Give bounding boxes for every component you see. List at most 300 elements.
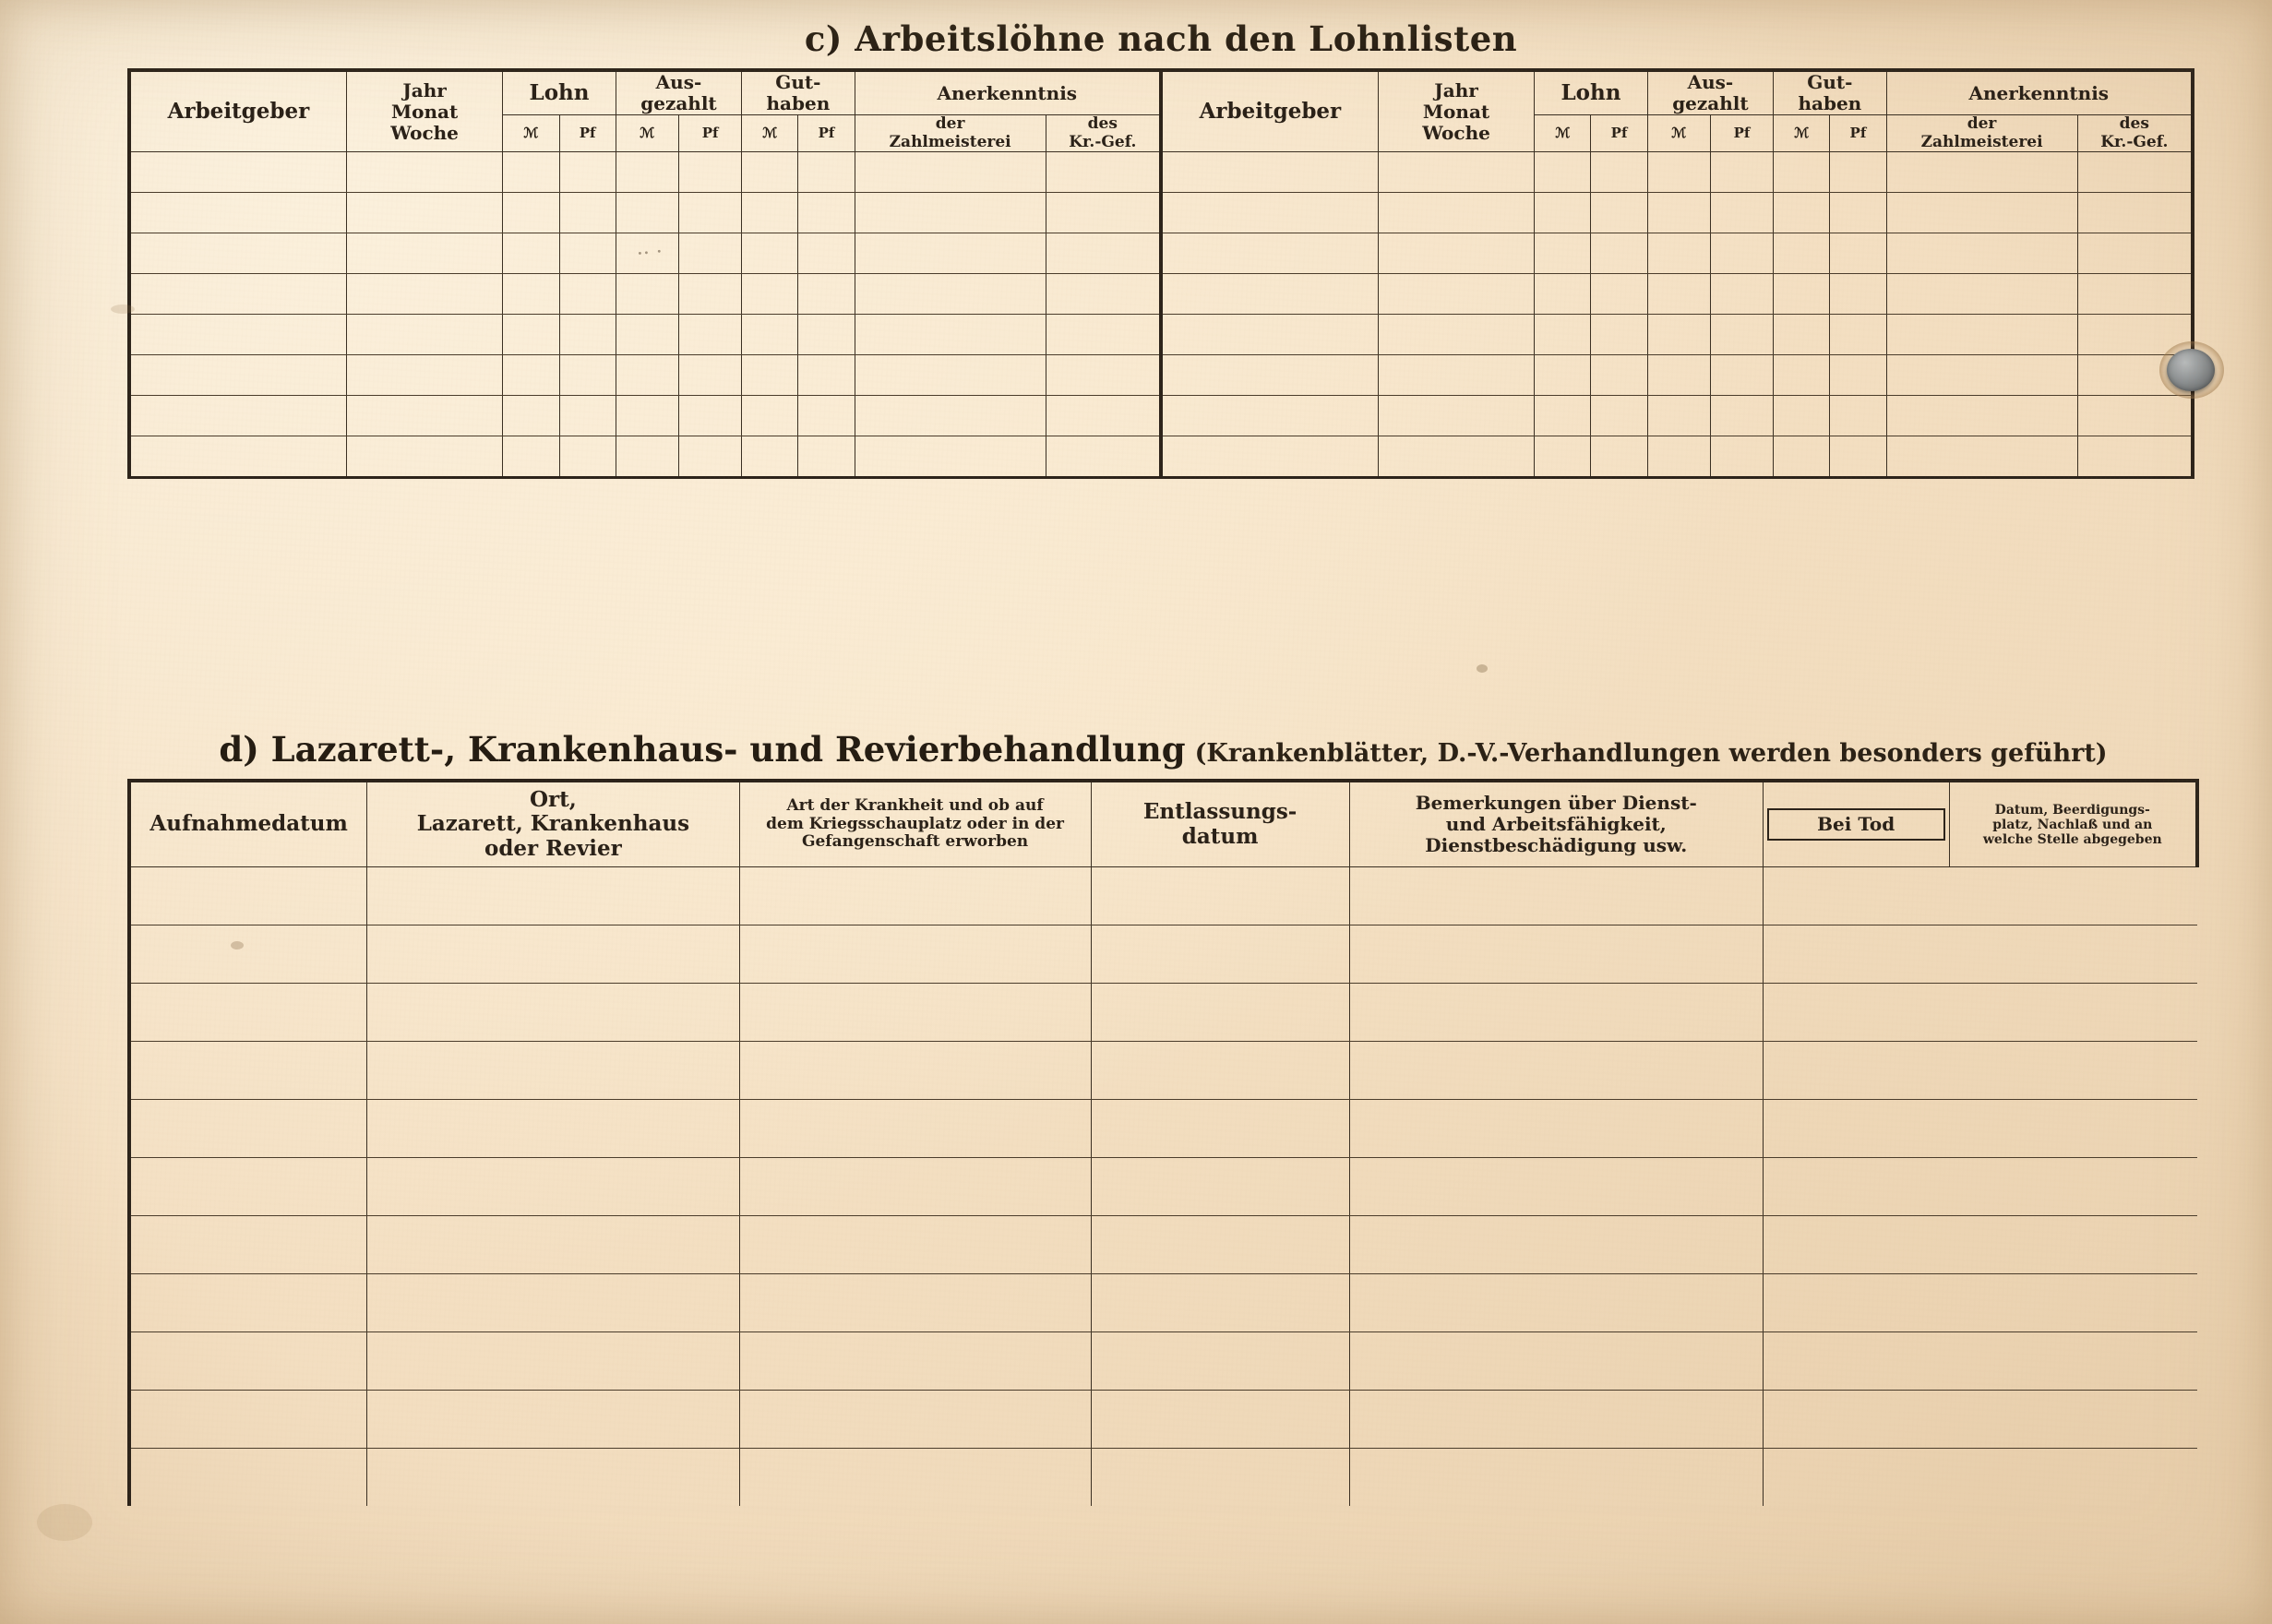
label-der: der [935,114,965,133]
table-cell[interactable] [346,193,502,233]
table-cell[interactable] [129,1391,367,1449]
table-cell[interactable] [1046,355,1161,396]
table-cell[interactable] [1591,274,1647,315]
table-cell[interactable] [1886,436,2077,478]
table-cell[interactable] [367,984,739,1042]
table-cell[interactable] [1949,984,2197,1042]
label-woche: Woche [390,121,459,144]
table-cell[interactable] [1763,1158,1949,1216]
table-cell[interactable] [1763,1332,1949,1391]
table-cell[interactable] [1091,1274,1349,1332]
label-datum-2: platz, Nachlaß und an [1992,817,2153,832]
table-cell[interactable] [346,152,502,193]
table-cell[interactable] [559,193,616,233]
table-cell[interactable] [1091,1042,1349,1100]
table-cell[interactable] [1349,1391,1763,1449]
table-cell[interactable] [1378,152,1534,193]
table-cell[interactable] [129,315,346,355]
table-cell[interactable] [367,1158,739,1216]
table-cell[interactable] [1949,925,2197,984]
table-cell[interactable] [559,396,616,436]
table-cell[interactable] [678,355,741,396]
table-cell[interactable] [1949,1158,2197,1216]
col-anerkenntnis-left: Anerkenntnis [855,70,1161,115]
table-cell[interactable] [739,1216,1091,1274]
table-cell[interactable] [739,925,1091,984]
table-row[interactable] [129,274,2193,315]
table-cell[interactable] [678,396,741,436]
table-cell[interactable] [739,1100,1091,1158]
table-cell[interactable] [1046,152,1161,193]
table-cell[interactable] [1349,1042,1763,1100]
table-cell[interactable] [1774,274,1830,315]
label-aus-1-r: Aus- [1687,71,1734,93]
table-cell[interactable] [129,1332,367,1391]
table-cell[interactable] [798,152,855,193]
table-cell[interactable] [1949,1332,2197,1391]
table-cell[interactable] [1091,1449,1349,1507]
table-cell[interactable] [559,315,616,355]
table-cell[interactable] [1591,436,1647,478]
label-zahlmeisterei-r: Zahlmeisterei [1920,132,2043,151]
table-cell[interactable] [129,867,367,925]
table-cell[interactable] [1091,1100,1349,1158]
table-cell[interactable] [1647,315,1710,355]
table-cell[interactable] [742,355,798,396]
table-cell[interactable] [742,436,798,478]
table-cell[interactable] [1886,274,2077,315]
table-row[interactable] [129,1449,2197,1507]
subcol-gut-mark-left: ℳ [742,115,798,152]
table-cell[interactable] [1830,152,1886,193]
table-cell[interactable] [616,193,678,233]
subcol-lohn-pf-right: Pf [1591,115,1647,152]
table-cell[interactable] [855,436,1046,478]
table-cell[interactable] [1591,396,1647,436]
table-cell[interactable] [1349,925,1763,984]
label-ort-3: oder Revier [484,835,622,861]
table-cell[interactable] [1710,355,1773,396]
table-cell[interactable] [367,1391,739,1449]
table-cell[interactable] [129,1100,367,1158]
table-cell[interactable] [1763,984,1949,1042]
table-cell[interactable] [1774,152,1830,193]
table-cell[interactable] [367,925,739,984]
table-cell[interactable] [129,152,346,193]
table-cell[interactable] [129,925,367,984]
table-cell[interactable] [1349,1100,1763,1158]
label-gut-2-r: haben [1798,92,1862,114]
table-row[interactable] [129,1332,2197,1391]
table-cell[interactable] [346,355,502,396]
table-row[interactable] [129,1391,2197,1449]
table-cell[interactable] [742,152,798,193]
table-cell[interactable] [1591,233,1647,274]
table-cell[interactable] [1886,355,2077,396]
table-row[interactable] [129,1216,2197,1274]
table-cell[interactable] [503,152,559,193]
table-cell[interactable] [1535,396,1591,436]
table-cell[interactable] [1647,193,1710,233]
table-cell[interactable] [1763,1216,1949,1274]
table-cell[interactable] [367,1216,739,1274]
table-cell[interactable] [346,315,502,355]
table-cell[interactable] [1830,355,1886,396]
table-cell[interactable] [1161,193,1378,233]
table-cell[interactable] [1949,1391,2197,1449]
table-cell[interactable] [1830,274,1886,315]
table-cell[interactable] [1830,233,1886,274]
table-cell[interactable] [1161,436,1378,478]
table-cell[interactable] [1949,1042,2197,1100]
table-cell[interactable] [739,984,1091,1042]
table-cell[interactable] [855,315,1046,355]
table-cell[interactable] [1949,867,2197,925]
table-cell[interactable] [855,152,1046,193]
table-cell[interactable] [1647,152,1710,193]
table-cell[interactable] [1763,1449,1949,1507]
section-c-title: c) Arbeitslöhne nach den Lohnlisten [804,18,1518,59]
table-cell[interactable] [1830,315,1886,355]
table-cell[interactable] [1886,315,2077,355]
table-cell[interactable] [1763,1274,1949,1332]
table-cell[interactable] [1349,984,1763,1042]
table-cell[interactable] [1763,925,1949,984]
table-cell[interactable] [2077,152,2193,193]
table-cell[interactable] [1161,315,1378,355]
table-cell[interactable] [1349,1274,1763,1332]
table-cell[interactable] [798,355,855,396]
table-cell[interactable] [1710,274,1773,315]
pencil-mark: ·· · [635,240,664,267]
table-cell[interactable] [559,233,616,274]
table-cell[interactable] [1886,152,2077,193]
table-cell[interactable] [742,233,798,274]
table-cell[interactable] [616,396,678,436]
table-cell[interactable] [1091,925,1349,984]
table-cell[interactable] [129,193,346,233]
label-datum-1: Datum, Beerdigungs- [1994,802,2150,818]
table-cell[interactable] [1046,274,1161,315]
subcol-zahlmeisterei-right [1886,115,2077,152]
table-row[interactable] [129,315,2193,355]
section-d-title [127,729,2199,770]
table-cell[interactable] [1647,233,1710,274]
table-cell[interactable] [742,315,798,355]
table-cell[interactable] [367,1042,739,1100]
table-row[interactable] [129,1158,2197,1216]
table-cell[interactable] [1647,274,1710,315]
table-row[interactable] [129,436,2193,478]
label-gut-2: haben [766,92,831,114]
table-cell[interactable] [1161,355,1378,396]
table-cell[interactable] [1378,193,1534,233]
col-arbeitgeber-right: Arbeitgeber [1161,70,1378,152]
table-cell[interactable] [2077,396,2193,436]
table-cell[interactable] [1378,396,1534,436]
col-bei-tod [1763,781,1949,867]
table-cell[interactable] [503,315,559,355]
table-cell[interactable] [559,274,616,315]
table-cell[interactable] [1830,193,1886,233]
label-bemerkungen-1: Bemerkungen über Dienst- [1415,792,1697,815]
col-datum-beerdigung [1949,781,2197,867]
table-row[interactable] [129,925,2197,984]
table-cell[interactable] [1161,152,1378,193]
col-arbeitgeber-left: Arbeitgeber [129,70,346,152]
table-cell[interactable] [855,274,1046,315]
label-entlassung-2: datum [1181,823,1259,849]
table-cell[interactable] [739,1158,1091,1216]
table-cell[interactable] [2077,436,2193,478]
table-cell[interactable] [1378,315,1534,355]
table-cell[interactable] [1763,1100,1949,1158]
table-cell[interactable] [129,984,367,1042]
table-cell[interactable] [798,274,855,315]
table-cell[interactable] [678,315,741,355]
table-cell[interactable] [855,233,1046,274]
table-cell[interactable] [1710,152,1773,193]
col-entlassungsdatum [1091,781,1349,867]
table-cell[interactable] [1535,355,1591,396]
table-cell[interactable] [559,436,616,478]
col-jahr-monat-woche-left [346,70,502,152]
table-row[interactable] [129,1100,2197,1158]
table-cell[interactable] [1886,233,2077,274]
label-krgef-r: Kr.-Gef. [2100,132,2169,151]
subcol-krgef-right [2077,115,2193,152]
table-cell[interactable] [129,233,346,274]
table-cell[interactable] [855,396,1046,436]
table-cell[interactable] [1774,436,1830,478]
table-cell[interactable] [503,436,559,478]
table-cell[interactable] [1091,1391,1349,1449]
table-cell[interactable] [1830,436,1886,478]
table-cell[interactable] [367,1449,739,1507]
label-datum-3: welche Stelle abgegeben [1982,831,2162,847]
col-lohn-left: Lohn [503,70,616,115]
subcol-gut-pf-right: Pf [1830,115,1886,152]
table-cell[interactable] [678,436,741,478]
table-cell[interactable] [1774,233,1830,274]
table-cell[interactable] [1647,355,1710,396]
table-cell[interactable] [798,396,855,436]
table-cell[interactable] [129,396,346,436]
table-cell[interactable] [1046,233,1161,274]
table-cell[interactable] [739,867,1091,925]
table-cell[interactable] [1091,867,1349,925]
table-cell[interactable] [1774,355,1830,396]
subcol-aus-pf-left: Pf [678,115,741,152]
table-cell[interactable] [742,274,798,315]
table-cell[interactable] [559,355,616,396]
table-cell[interactable] [1886,193,2077,233]
table-cell[interactable] [1349,1449,1763,1507]
table-cell[interactable] [129,1158,367,1216]
table-cell[interactable] [1591,193,1647,233]
table-cell[interactable] [1535,274,1591,315]
table-cell[interactable] [616,315,678,355]
table-cell[interactable] [1710,315,1773,355]
table-cell[interactable] [129,1449,367,1507]
table-cell[interactable] [1349,1158,1763,1216]
table-cell[interactable] [1161,274,1378,315]
table-cell[interactable] [367,867,739,925]
col-bemerkungen [1349,781,1763,867]
table-cell[interactable] [1647,436,1710,478]
wages-table-body [129,152,2193,478]
table-cell[interactable] [503,274,559,315]
table-cell[interactable] [1091,1332,1349,1391]
table-cell[interactable] [1763,1391,1949,1449]
table-cell[interactable] [1091,1158,1349,1216]
table-cell[interactable] [1535,233,1591,274]
table-cell[interactable] [742,396,798,436]
table-cell[interactable] [1091,1216,1349,1274]
table-cell[interactable] [1774,396,1830,436]
table-cell[interactable] [503,193,559,233]
table-row[interactable] [129,396,2193,436]
table-cell[interactable] [1161,396,1378,436]
table-cell[interactable] [559,152,616,193]
table-cell[interactable] [616,274,678,315]
table-cell[interactable] [346,436,502,478]
table-cell[interactable] [1710,436,1773,478]
table-cell[interactable] [798,193,855,233]
table-cell[interactable] [129,355,346,396]
label-zahlmeisterei: Zahlmeisterei [889,132,1011,151]
table-cell[interactable] [742,193,798,233]
table-row[interactable] [129,193,2193,233]
table-cell[interactable] [346,396,502,436]
table-cell[interactable] [1535,315,1591,355]
table-cell[interactable] [1378,355,1534,396]
table-cell[interactable] [798,233,855,274]
table-cell[interactable] [1763,1042,1949,1100]
table-cell[interactable] [1710,396,1773,436]
table-cell[interactable] [503,396,559,436]
table-cell[interactable] [739,1449,1091,1507]
table-cell[interactable] [1161,233,1378,274]
label-art-3: Gefangenschaft erworben [801,832,1029,852]
table-cell[interactable] [503,355,559,396]
table-cell[interactable] [616,152,678,193]
table-row[interactable] [129,233,2193,274]
label-gut-1: Gut- [775,71,821,93]
table-cell[interactable] [739,1391,1091,1449]
table-row[interactable] [129,355,2193,396]
table-cell[interactable] [129,274,346,315]
label-ort-1: Ort, [529,787,577,812]
table-cell[interactable] [367,1274,739,1332]
table-cell[interactable] [1949,1274,2197,1332]
table-cell[interactable] [1378,436,1534,478]
table-cell[interactable] [1535,436,1591,478]
table-cell[interactable] [1535,152,1591,193]
table-row[interactable] [129,867,2197,925]
label-des-r: des [2119,114,2149,133]
table-cell[interactable] [367,1100,739,1158]
table-cell[interactable] [739,1042,1091,1100]
table-cell[interactable] [1647,396,1710,436]
table-cell[interactable] [129,1042,367,1100]
table-cell[interactable] [1591,152,1647,193]
table-cell[interactable] [855,355,1046,396]
table-cell[interactable] [1830,396,1886,436]
table-cell[interactable] [367,1332,739,1391]
subcol-krgef-left [1046,115,1161,152]
label-entlassung-1: Entlassungs- [1142,799,1297,825]
table-cell[interactable] [1774,315,1830,355]
table-cell[interactable] [1091,984,1349,1042]
table-cell[interactable] [1349,1216,1763,1274]
subcol-zahlmeisterei-left [855,115,1046,152]
subcol-aus-pf-right: Pf [1710,115,1773,152]
table-cell[interactable] [1763,867,1949,925]
table-row[interactable] [129,1274,2197,1332]
table-cell[interactable] [1710,193,1773,233]
table-cell[interactable] [678,193,741,233]
table-cell[interactable] [1378,233,1534,274]
subcol-lohn-mark-right: ℳ [1535,115,1591,152]
table-cell[interactable] [678,233,741,274]
table-cell[interactable] [1774,193,1830,233]
table-cell[interactable] [1949,1216,2197,1274]
table-cell[interactable] [1710,233,1773,274]
table-cell[interactable] [798,315,855,355]
table-cell[interactable] [616,436,678,478]
table-cell[interactable] [1949,1449,2197,1507]
table-cell[interactable] [129,1274,367,1332]
table-cell[interactable] [1046,315,1161,355]
subcol-aus-mark-left: ℳ [616,115,678,152]
table-cell[interactable] [678,274,741,315]
table-cell[interactable] [1349,1332,1763,1391]
table-cell[interactable] [1591,315,1647,355]
table-cell[interactable] [129,436,346,478]
hospital-table-body [129,867,2197,1507]
table-cell[interactable] [678,152,741,193]
table-cell[interactable] [855,193,1046,233]
table-cell[interactable] [1046,193,1161,233]
label-des: des [1087,114,1118,133]
table-cell[interactable] [1046,396,1161,436]
table-cell[interactable] [1378,274,1534,315]
table-cell[interactable] [129,1216,367,1274]
table-cell[interactable] [1886,396,2077,436]
table-cell[interactable] [1591,355,1647,396]
table-cell[interactable] [2077,233,2193,274]
table-cell[interactable] [1046,436,1161,478]
subcol-aus-mark-right: ℳ [1647,115,1710,152]
table-cell[interactable] [503,233,559,274]
table-row[interactable] [129,984,2197,1042]
table-cell[interactable] [2077,274,2193,315]
table-cell[interactable] [798,436,855,478]
table-cell[interactable] [1949,1100,2197,1158]
table-cell[interactable] [346,274,502,315]
table-cell[interactable] [2077,193,2193,233]
table-cell[interactable] [346,233,502,274]
table-row[interactable] [129,1042,2197,1100]
table-cell[interactable] [739,1274,1091,1332]
table-cell[interactable] [739,1332,1091,1391]
table-cell[interactable] [1535,193,1591,233]
table-cell[interactable] [1349,867,1763,925]
table-row[interactable] [129,152,2193,193]
table-cell[interactable] [616,355,678,396]
col-jahr-monat-woche-right [1378,70,1534,152]
